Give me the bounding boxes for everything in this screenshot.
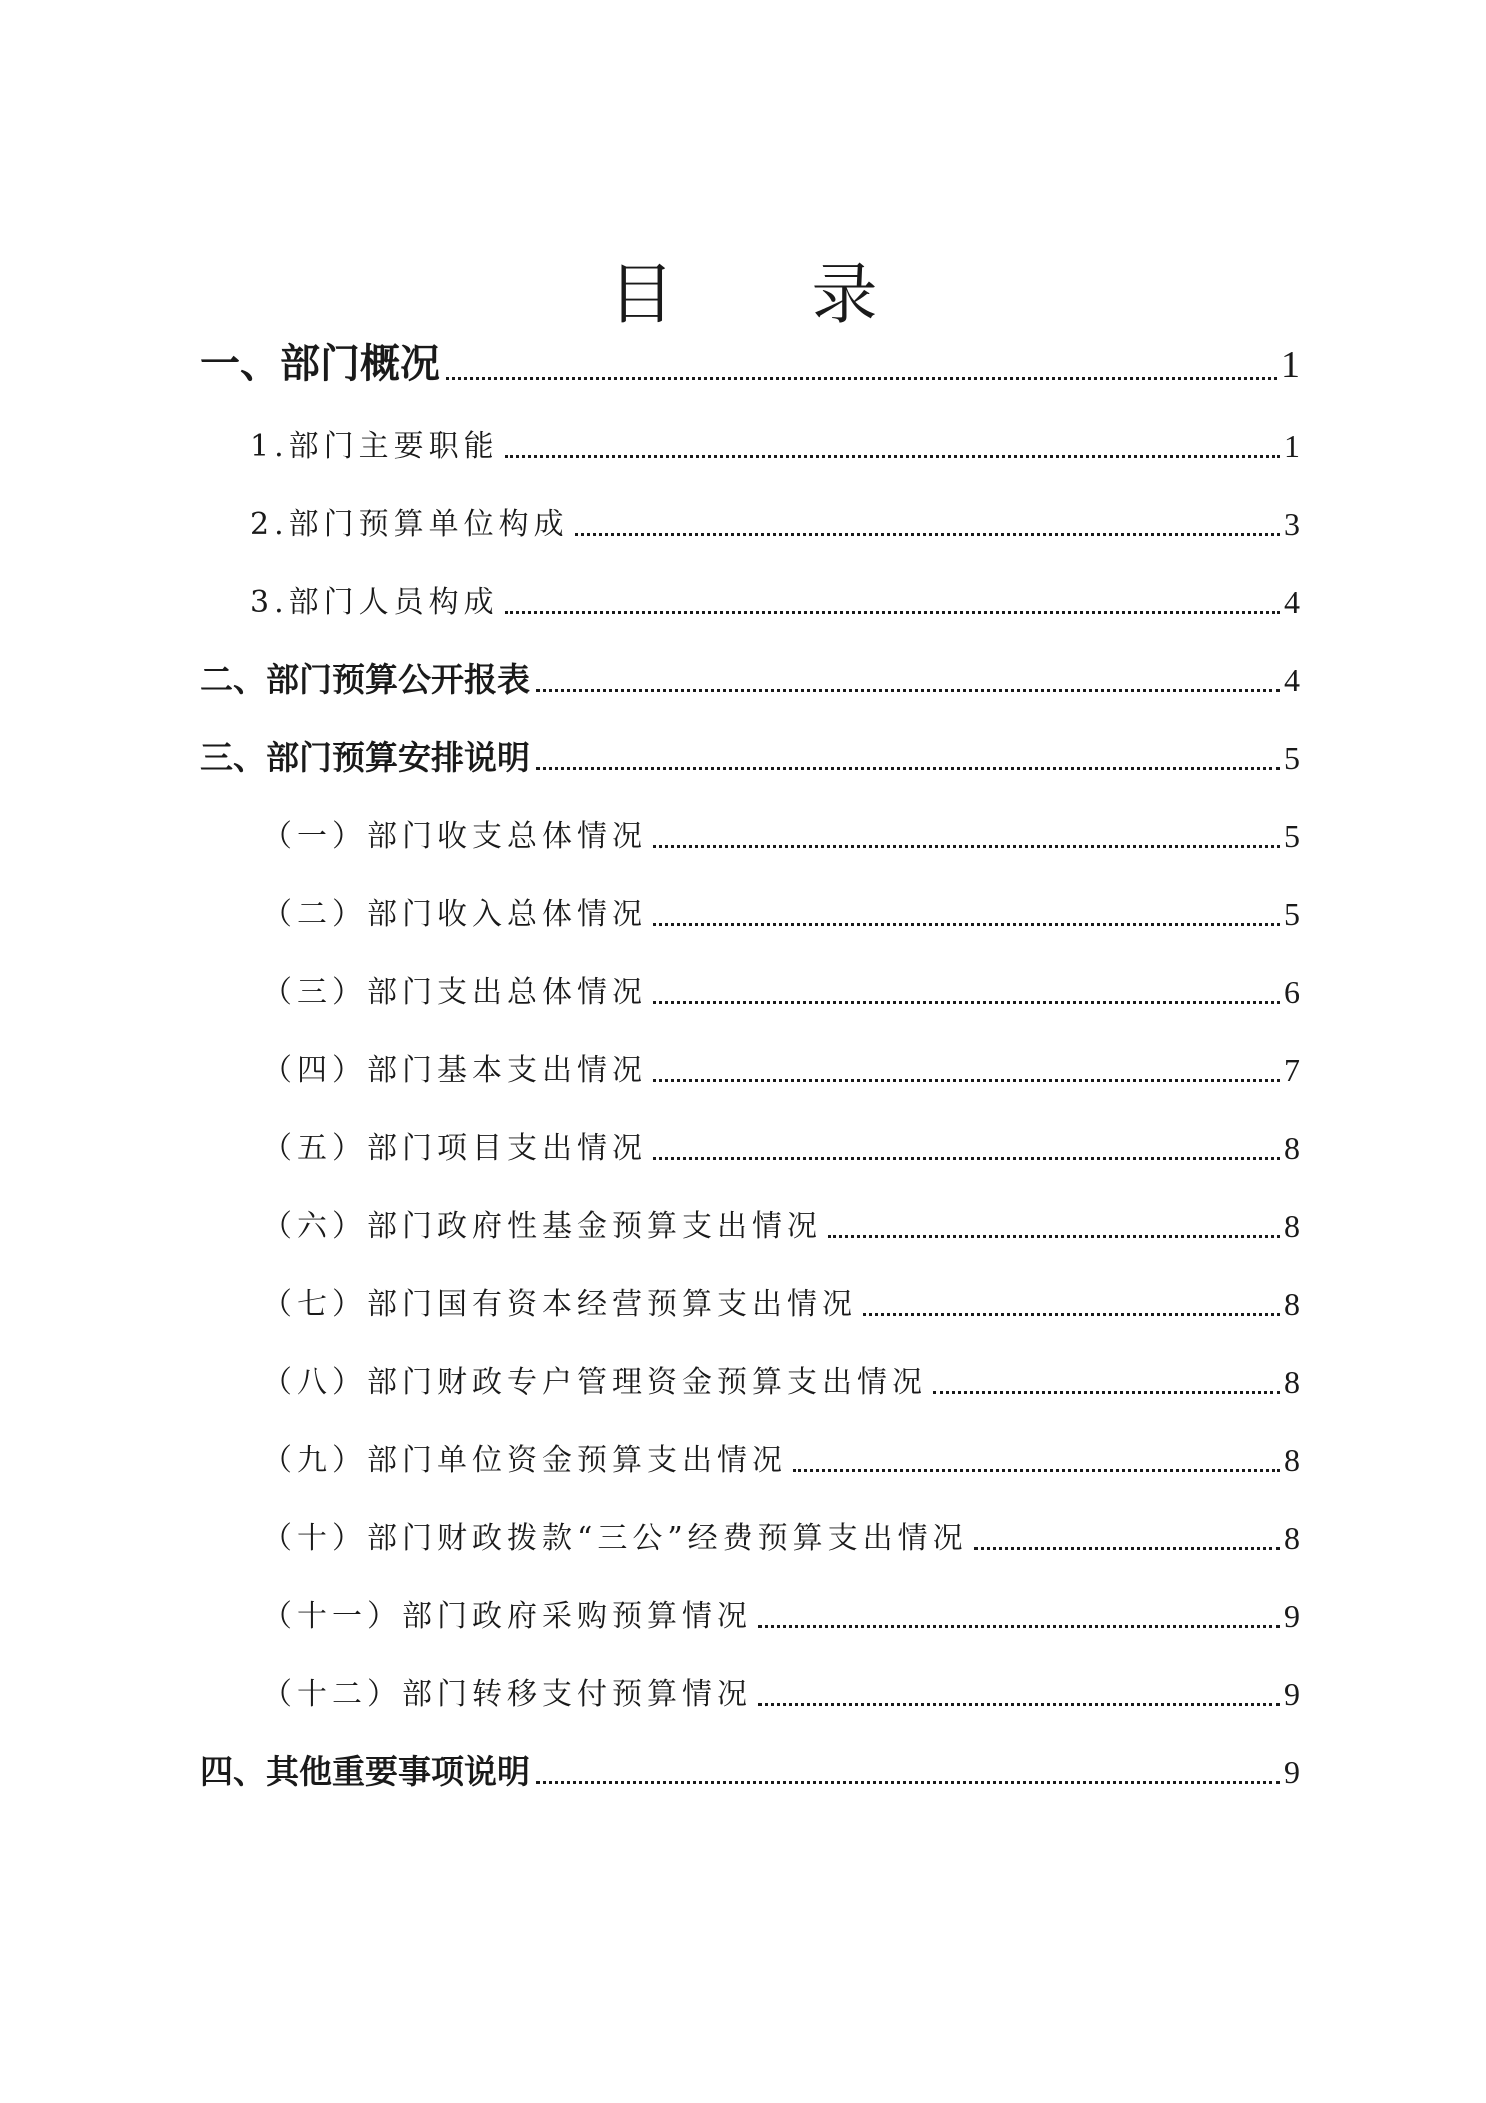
- toc-entry-label: （四）部门基本支出情况: [262, 1053, 647, 1088]
- toc-dot-leader: [974, 1547, 1280, 1550]
- toc-entry-3-2[interactable]: [262, 886, 1300, 936]
- toc-entry-page: 6: [1284, 974, 1300, 1010]
- toc-entry-section-3[interactable]: [200, 730, 1300, 780]
- toc-entry-label: （一）部门收支总体情况: [262, 819, 647, 854]
- toc-entry-label: （七）部门国有资本经营预算支出情况: [262, 1287, 857, 1322]
- toc-entry-3-5[interactable]: [262, 1120, 1300, 1170]
- toc-entry-section-4[interactable]: [200, 1744, 1300, 1794]
- toc-entry-page: 8: [1284, 1442, 1300, 1478]
- toc-entry-3-11[interactable]: [262, 1588, 1300, 1638]
- toc-entry-label: 二、部门预算公开报表: [200, 660, 530, 699]
- toc-entry-page: 5: [1284, 818, 1300, 854]
- toc-entry-3-1[interactable]: [262, 808, 1300, 858]
- toc-entry-label: 3.部门人员构成: [250, 585, 499, 620]
- toc-entry-label: （九）部门单位资金预算支出情况: [262, 1443, 787, 1478]
- toc-entry-page: 8: [1284, 1286, 1300, 1322]
- toc-entry-label: 三、部门预算安排说明: [200, 738, 530, 777]
- toc-entry-label: （十二）部门转移支付预算情况: [262, 1677, 752, 1712]
- toc-entry-section-2[interactable]: [200, 652, 1300, 702]
- toc-dot-leader: [653, 845, 1280, 848]
- toc-entry-1-2[interactable]: [250, 496, 1300, 546]
- toc-entry-3-3[interactable]: [262, 964, 1300, 1014]
- toc-entry-label: （八）部门财政专户管理资金预算支出情况: [262, 1365, 927, 1400]
- toc-dot-leader: [536, 767, 1280, 770]
- toc-entry-label: 一、部门概况: [200, 341, 440, 387]
- toc-entry-section-1[interactable]: [200, 340, 1300, 390]
- toc-entry-3-9[interactable]: [262, 1432, 1300, 1482]
- toc-dot-leader: [758, 1625, 1280, 1628]
- toc-dot-leader: [505, 611, 1280, 614]
- toc-dot-leader: [536, 1781, 1280, 1784]
- toc-entry-label: （六）部门政府性基金预算支出情况: [262, 1209, 822, 1244]
- toc-entry-label: （十一）部门政府采购预算情况: [262, 1599, 752, 1634]
- toc-entry-page: 8: [1284, 1130, 1300, 1166]
- toc-entry-page: 8: [1284, 1520, 1300, 1556]
- toc-entry-3-12[interactable]: [262, 1666, 1300, 1716]
- toc-entry-3-10[interactable]: [262, 1510, 1300, 1560]
- toc-entry-label: 2.部门预算单位构成: [250, 507, 569, 542]
- toc-entry-page: 8: [1284, 1364, 1300, 1400]
- toc-entry-3-7[interactable]: [262, 1276, 1300, 1326]
- toc-entry-page: 9: [1284, 1754, 1300, 1790]
- toc-entry-page: 7: [1284, 1052, 1300, 1088]
- toc-entry-label: （二）部门收入总体情况: [262, 897, 647, 932]
- toc-dot-leader: [933, 1391, 1280, 1394]
- toc-dot-leader: [828, 1235, 1280, 1238]
- toc-entry-page: 4: [1284, 662, 1300, 698]
- toc-entry-label: 四、其他重要事项说明: [200, 1752, 530, 1791]
- toc-entry-1-1[interactable]: [250, 418, 1300, 468]
- toc-entry-page: 5: [1284, 896, 1300, 932]
- toc-entry-page: 3: [1284, 506, 1300, 542]
- toc-dot-leader: [653, 1079, 1280, 1082]
- toc-entry-label: （五）部门项目支出情况: [262, 1131, 647, 1166]
- toc-title: 目 录: [608, 256, 936, 333]
- toc-entry-page: 9: [1284, 1598, 1300, 1634]
- toc-entry-page: 8: [1284, 1208, 1300, 1244]
- toc-dot-leader: [653, 1001, 1280, 1004]
- toc-dot-leader: [863, 1313, 1280, 1316]
- toc-entry-1-3[interactable]: [250, 574, 1300, 624]
- toc-dot-leader: [575, 533, 1280, 536]
- toc-dot-leader: [653, 1157, 1280, 1160]
- toc-dot-leader: [793, 1469, 1280, 1472]
- toc-dot-leader: [758, 1703, 1280, 1706]
- toc-entry-page: 4: [1284, 584, 1300, 620]
- toc-entry-page: 5: [1284, 740, 1300, 776]
- toc-entry-label: （三）部门支出总体情况: [262, 975, 647, 1010]
- toc-entry-label: 1.部门主要职能: [250, 429, 499, 464]
- toc-dot-leader: [653, 923, 1280, 926]
- toc-dot-leader: [446, 377, 1277, 380]
- toc-entry-3-8[interactable]: [262, 1354, 1300, 1404]
- toc-entry-page: 1: [1281, 344, 1300, 386]
- toc-dot-leader: [536, 689, 1280, 692]
- toc-entry-page: 9: [1284, 1676, 1300, 1712]
- toc-entry-page: 1: [1284, 428, 1300, 464]
- toc-dot-leader: [505, 455, 1280, 458]
- toc-entry-3-4[interactable]: [262, 1042, 1300, 1092]
- toc-entry-label: （十）部门财政拨款“三公”经费预算支出情况: [262, 1521, 968, 1556]
- toc-entry-3-6[interactable]: [262, 1198, 1300, 1248]
